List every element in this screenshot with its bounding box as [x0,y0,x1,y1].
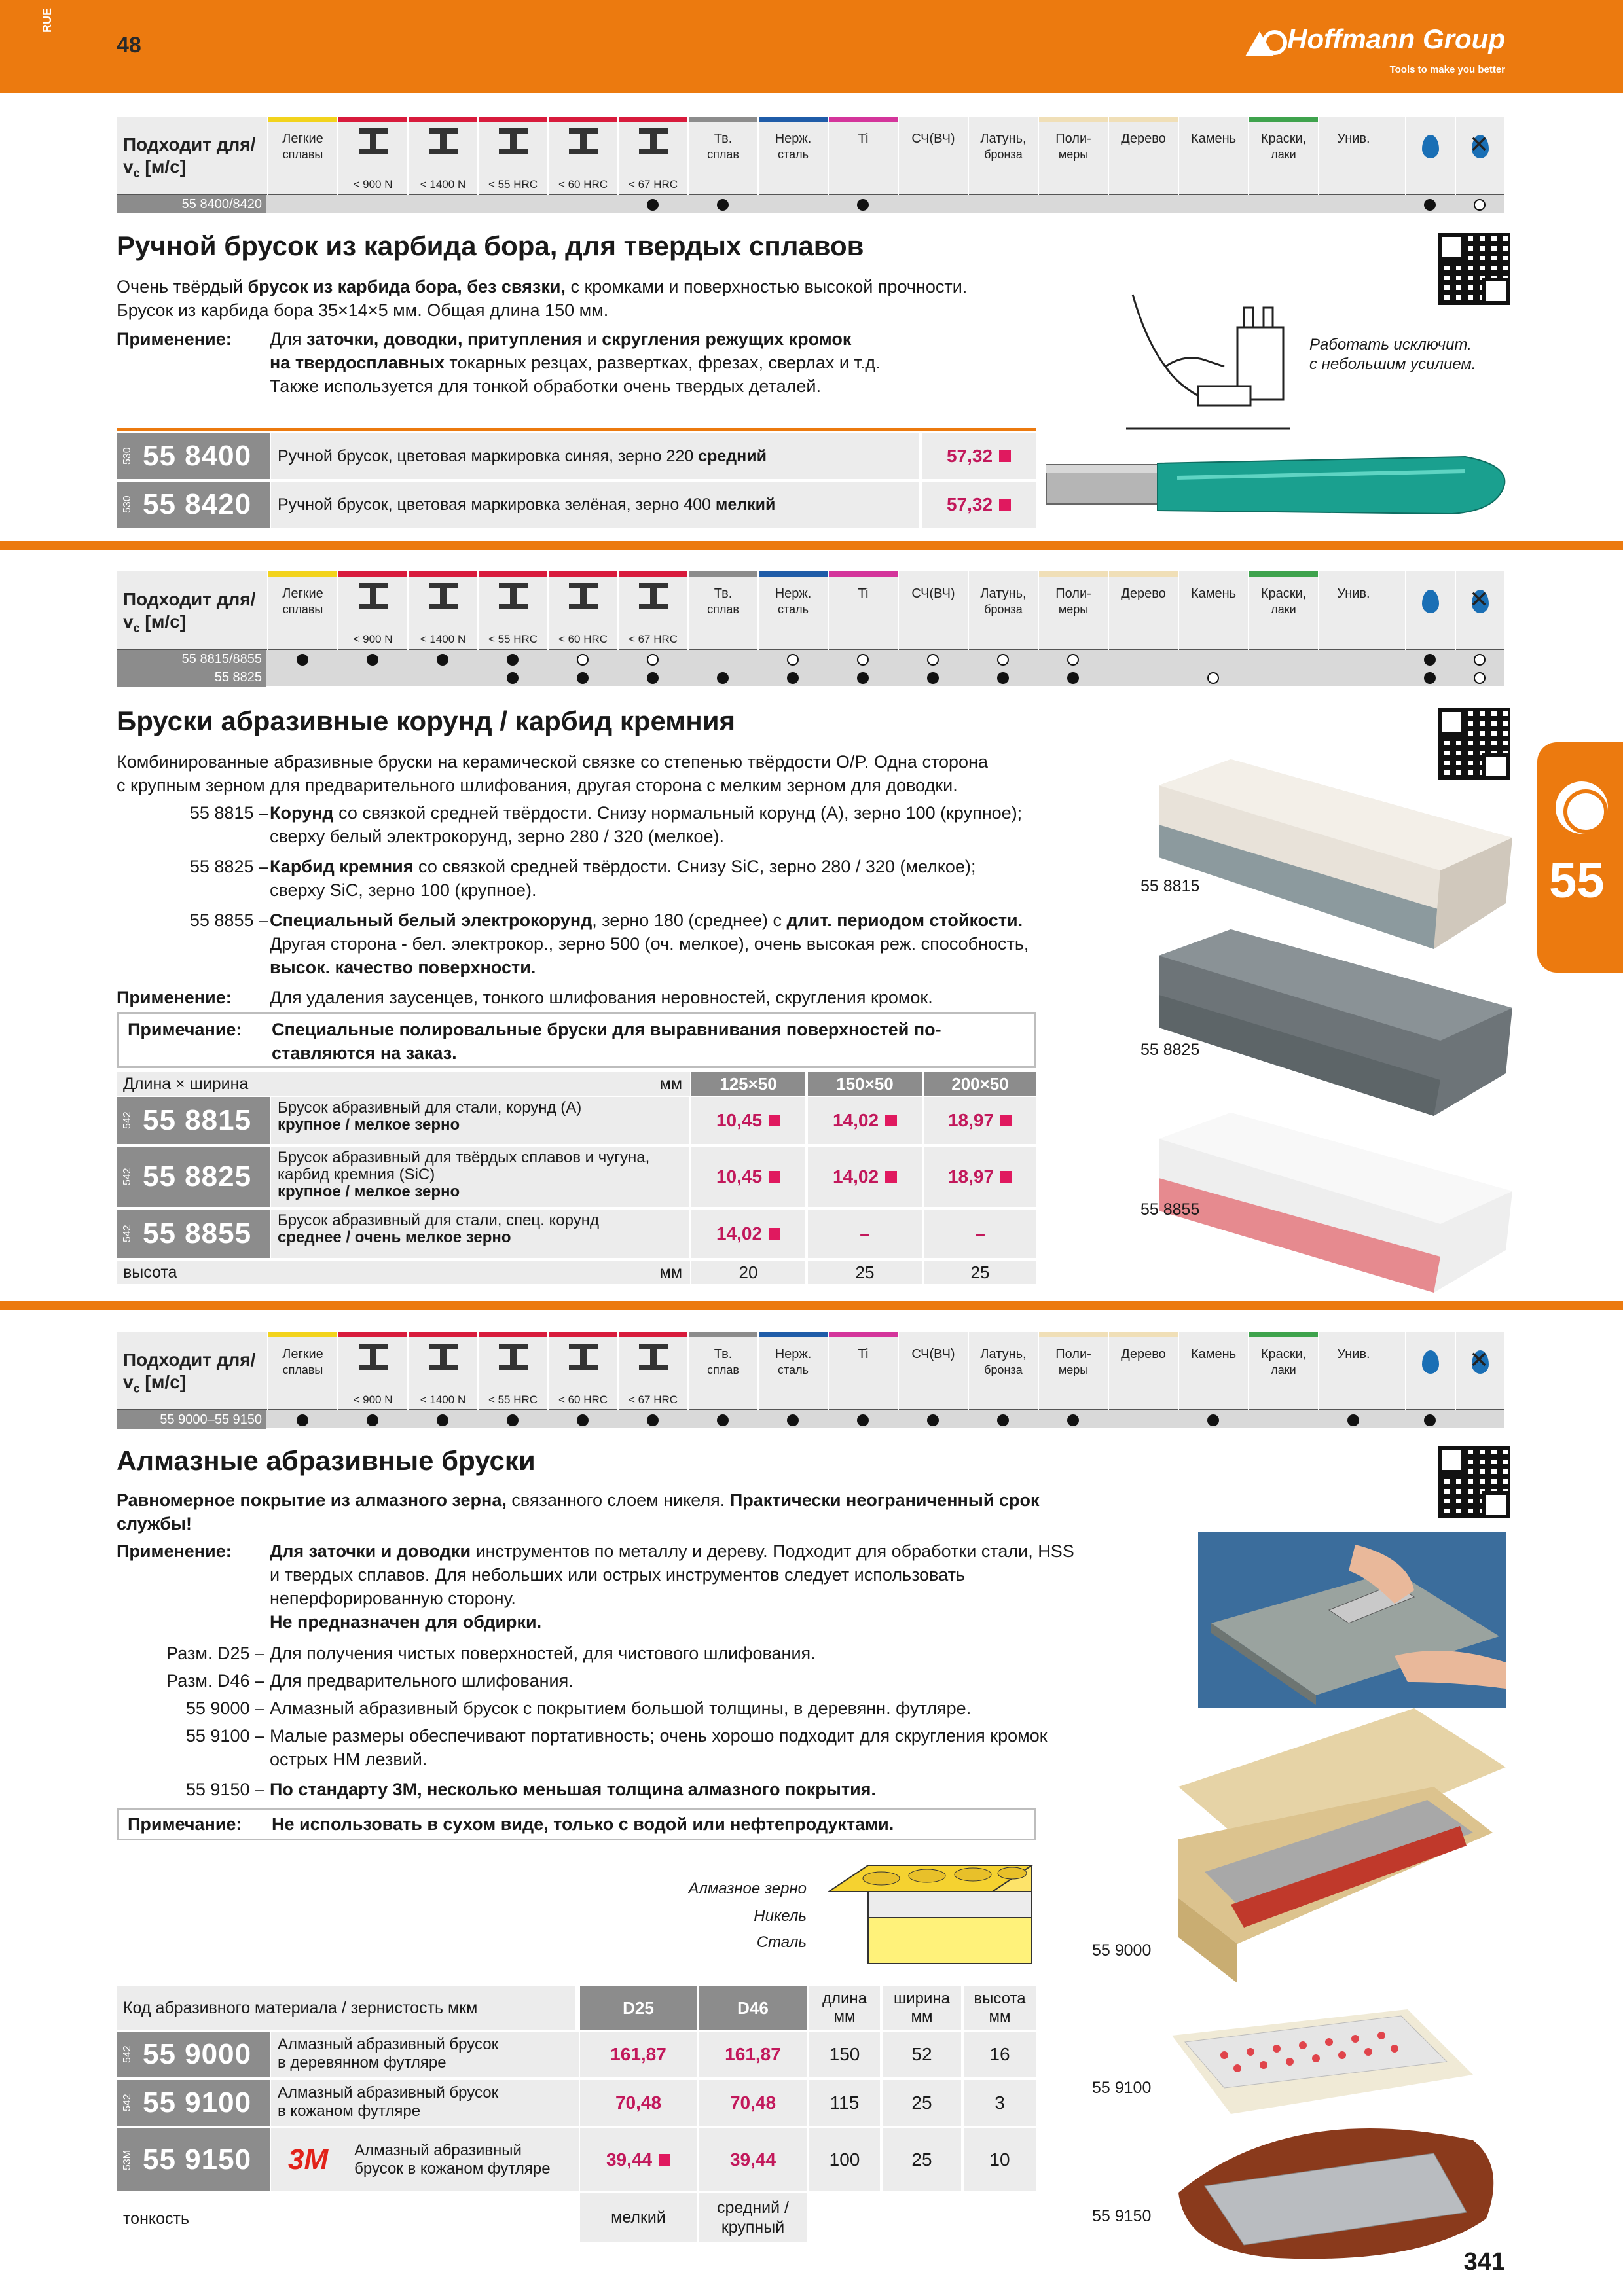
suitability-col-polymer: Поли- меры [1038,1332,1108,1410]
suitability-col-brass: Латунь, бронза [968,1332,1038,1410]
price: 14,02 [691,1210,805,1258]
qr-code-icon[interactable] [1438,1446,1510,1518]
price-d46: 70,48 [699,2080,807,2126]
image-label: 55 9000 [1092,1941,1152,1960]
price: – [924,1210,1036,1258]
price: 57,32 [922,482,1036,528]
fineness-label: тонкость [123,2210,189,2228]
product-desc: Ручной брусок, цветовая маркировка зелёная, зерно 400 мелкий [271,482,919,528]
fineness-d46: средний / крупный [699,2193,807,2242]
suitable-dot [787,1414,799,1426]
suitability-col-wood: Дерево [1108,1332,1178,1410]
width-value: 25 [883,2128,961,2191]
product-desc: Алмазный абразивный брусок в кожаном футляре [271,2080,579,2126]
ibeam-icon [355,128,392,154]
suitability-col-hrc55: < 55 HRC [477,117,547,195]
suitability-col-light: Легкие сплавы [267,1332,337,1410]
section-divider [0,541,1623,550]
suitability-row [117,668,1504,687]
suitability-col-drop [1405,571,1455,650]
article-number[interactable]: 542 55 8815 [117,1097,270,1144]
suitable-partly-dot [1474,199,1486,211]
net-price-marker-icon [885,1171,897,1183]
ibeam-icon [425,1344,462,1370]
table-rule [117,428,1036,431]
suitable-partly-dot [1474,654,1486,666]
suitability-col-stainless: Нерж. сталь [757,117,828,195]
suitable-dot [1424,1414,1436,1426]
height-value: 10 [964,2128,1036,2191]
diamond-stone-9150-photo [1159,2114,1506,2265]
suitability-title: Подходит для/ $v_c$ [м/с] [123,589,256,635]
item-code: 55 9150 – [185,1780,264,1799]
suitability-col-hrc60: < 60 HRC [547,571,617,650]
suitability-row [117,195,1504,213]
suitability-col-light: Легкие сплавы [267,117,337,195]
suitability-row-code: 55 8825 [117,668,266,687]
item-desc: Карбид кремния со связкой средней твёрдости. Снизу SiC, зерно 280 / 320 (мелкое); сверху SiC, зерно 100 (крупное). [270,857,976,900]
section3-note: Примечание: Не использовать в сухом виде, только с водой или нефтепродуктами. [117,1808,1036,1840]
suitability-table-3 [117,1332,1504,1429]
suitability-col-cast: СЧ(ВЧ) [898,571,968,650]
ibeam-icon [425,583,462,609]
suitability-col-hrc60: < 60 HRC [547,1332,617,1410]
suitability-title: Подходит для/ $v_c$ [м/с] [123,1350,256,1395]
section1-description: Очень твёрдый брусок из карбида бора, без связки, с кромками и поверхностью высокой прочности. Брусок из карбида бора 35×14×5 мм. Общая длина 150 мм. [117,277,968,320]
product-row[interactable] [117,2080,1036,2126]
suitability-col-steel900: < 900 N [337,1332,407,1410]
suitability-col-stainless: Нерж. сталь [757,571,828,650]
price-d46: 39,44 [699,2128,807,2191]
price-d25: 70,48 [580,2080,697,2126]
suitable-partly-dot [1474,672,1486,684]
suitable-partly-dot [927,654,939,666]
suitability-col-hrc55: < 55 HRC [477,571,547,650]
suitability-col-ti: Ti [828,1332,898,1410]
ibeam-icon [565,128,602,154]
suitable-partly-dot [997,654,1009,666]
suitability-col-universal: Унив. [1318,1332,1388,1410]
item-desc: Малые размеры обеспечивают портативность; очень хорошо подходит для скругления кромок острых HM лезвий. [270,1726,1048,1769]
suitability-col-paint: Краски, лаки [1248,571,1318,650]
suitability-col-nodrop [1455,571,1504,650]
suitability-col-paint: Краски, лаки [1248,117,1318,195]
height-row: высота мм [117,1261,690,1284]
suitable-partly-dot [787,654,799,666]
top-bar [0,0,1623,93]
article-number[interactable]: 53M 55 9150 [117,2128,270,2191]
suitability-col-hard: Тв. сплав [687,117,757,195]
fineness-d25: мелкий [580,2193,697,2242]
suitability-col-hrc67: < 67 HRC [617,1332,687,1410]
size-header: 125×50 [691,1072,805,1096]
suitable-dot [787,672,799,684]
article-number[interactable]: 542 55 9100 [117,2080,270,2126]
suitability-col-hrc55: < 55 HRC [477,1332,547,1410]
price: – [808,1210,922,1258]
product-row[interactable] [117,1210,1036,1258]
stone-image-8825 [1152,929,1519,1119]
price-d25: 39,44 [580,2128,697,2191]
hand-stone-image [1046,452,1511,530]
item-desc: Для получения чистых поверхностей, для чистового шлифования. [270,1643,816,1663]
item-desc: Алмазный абразивный брусок с покрытием большой толщины, в деревянн. футляре. [270,1698,972,1718]
suitability-col-ti: Ti [828,117,898,195]
ibeam-icon [425,128,462,154]
ibeam-icon [565,1344,602,1370]
suitable-dot [437,654,448,666]
price: 18,97 [924,1097,1036,1144]
suitable-dot [1067,1414,1079,1426]
ibeam-icon [355,1344,392,1370]
dim-header: Длина × ширина мм [117,1072,690,1096]
product-row[interactable] [117,482,1036,528]
suitability-title: Подходит для/ $v_c$ [м/с] [123,134,256,180]
product-desc: Ручной брусок, цветовая маркировка синяя, зерно 220 средний [271,433,919,479]
suitability-header [117,571,1504,650]
suitability-col-ti: Ti [828,571,898,650]
item-code: 55 8855 – [189,910,268,930]
page-number: 341 [1463,2248,1505,2276]
price-d25: 161,87 [580,2032,697,2077]
image-label: 55 8815 [1140,877,1200,895]
suitability-col-steel1400: < 1400 N [407,117,477,195]
illustration-caption: Работать исключит. с небольшим усилием. [1309,336,1476,373]
height-value: 16 [964,2032,1036,2077]
suitable-dot [1207,1414,1219,1426]
drop-icon [1422,590,1439,613]
suitable-dot [1347,1414,1359,1426]
section3-title: Алмазные абразивные бруски [117,1445,536,1476]
suitable-dot [1424,654,1436,666]
ibeam-icon [565,583,602,609]
width-value: 52 [883,2032,961,2077]
suitable-dot [857,199,869,211]
drop-crossed-icon [1472,1350,1489,1374]
suitability-col-nodrop [1455,117,1504,195]
suitability-col-wood: Дерево [1108,117,1178,195]
drop-crossed-icon [1472,135,1489,158]
layer-label: Никель [754,1907,807,1925]
cutting-disc-icon [1556,781,1608,834]
suitability-col-steel900: < 900 N [337,571,407,650]
section2-description: Комбинированные абразивные бруски на керамической связке со степенью твёрдости O/P. Одна сторона с крупным зерном для предварительного шлифования, другая сторона с мелким зерном для доводки. [117,752,988,795]
net-price-marker-icon [769,1171,780,1183]
suitable-dot [577,672,589,684]
suitability-col-stone: Камень [1178,117,1248,195]
suitable-dot [927,672,939,684]
suitable-dot [647,672,659,684]
length-value: 100 [809,2128,880,2191]
item-code: 55 9100 – [185,1726,264,1746]
net-price-marker-icon [659,2154,670,2166]
suitable-dot [1424,672,1436,684]
suitability-row [117,1410,1504,1429]
suitable-partly-dot [1067,654,1079,666]
layer-diagram [809,1852,1038,1970]
suitable-dot [437,1414,448,1426]
net-price-marker-icon [1000,1171,1012,1183]
height-value: 3 [964,2080,1036,2126]
image-label: 55 8855 [1140,1200,1200,1219]
diamond-stone-9100-photo [1159,1996,1499,2127]
qr-code-icon[interactable] [1438,233,1510,305]
suitable-dot [647,1414,659,1426]
ibeam-icon [635,1344,672,1370]
suitable-partly-dot [1207,672,1219,684]
suitability-col-polymer: Поли- меры [1038,117,1108,195]
item-code: Разм. D46 – [166,1671,264,1691]
net-price-marker-icon [1000,1115,1012,1126]
suitability-col-cast: СЧ(ВЧ) [898,1332,968,1410]
article-number[interactable]: 542 55 8825 [117,1147,270,1207]
section1-title: Ручной брусок из карбида бора, для твердых сплавов [117,230,864,261]
suitability-col-hard: Тв. сплав [687,571,757,650]
suitability-col-universal: Унив. [1318,117,1388,195]
item-desc: Специальный белый электрокорунд, зерно 180 (среднее) с длит. периодом стойкости. Другая сторона - бел. электрокор., зерно 500 (оч. мелкое), очень высокая реж. способность, высок. качество поверхности. [270,910,1029,977]
suitable-partly-dot [857,654,869,666]
height-header: высота мм [964,1986,1036,2030]
price: 10,45 [691,1097,805,1144]
drop-icon [1422,1350,1439,1374]
suitability-row-code: 55 8400/8420 [117,195,266,213]
ibeam-icon [635,583,672,609]
ibeam-icon [635,128,672,154]
product-row[interactable] [117,2128,1036,2191]
net-price-marker-icon [769,1115,780,1126]
item-desc: Для предварительного шлифования. [270,1671,574,1691]
suitable-dot [367,654,378,666]
product-row[interactable] [117,1097,1036,1144]
price: 14,02 [808,1147,922,1207]
net-price-marker-icon [769,1228,780,1240]
suitable-dot [717,199,729,211]
section-divider [0,1301,1623,1310]
stone-image-8815 [1152,759,1519,956]
item-code: 55 8815 – [189,803,268,823]
suitability-col-paint: Краски, лаки [1248,1332,1318,1410]
section2-application-label: Применение: [117,988,232,1007]
language-code: RUE [41,7,54,33]
section1-application-text: Для заточки, доводки, притупления и скругления режущих кромок на твердосплавных токарных резцах, развертках, фрезах, сверлах и т.д. Также используется для тонкой обработки очень твердых деталей. [270,329,881,396]
suitable-dot [927,1414,939,1426]
suitability-row-code: 55 8815/8855 [117,650,266,668]
suitable-dot [997,672,1009,684]
suitable-dot [297,654,308,666]
section1-application-label: Применение: [117,329,232,349]
suitability-col-steel1400: < 1400 N [407,1332,477,1410]
article-number[interactable]: 542 55 8855 [117,1210,270,1258]
layer-label: Алмазное зерно [688,1880,807,1897]
suitability-col-stone: Камень [1178,571,1248,650]
suitable-dot [997,1414,1009,1426]
section3-description: Равномерное покрытие из алмазного зерна, связанного слоем никеля. Практически неограниченный срок службы! [117,1490,1040,1534]
suitability-col-nodrop [1455,1332,1504,1410]
product-row[interactable] [117,2032,1036,2077]
suitable-dot [717,672,729,684]
height-value: 25 [808,1261,922,1284]
length-header: длина мм [809,1986,880,2030]
suitability-col-steel900: < 900 N [337,117,407,195]
suitability-col-brass: Латунь, бронза [968,571,1038,650]
suitable-dot [857,672,869,684]
suitable-dot [647,199,659,211]
suitable-dot [367,1414,378,1426]
suitability-col-hrc67: < 67 HRC [617,117,687,195]
suitability-col-drop [1405,117,1455,195]
brand-logo: Hoffmann Group Tools to make you better [1245,24,1505,56]
suitable-dot [857,1414,869,1426]
article-number[interactable]: 542 55 9000 [117,2032,270,2077]
suitability-col-hrc67: < 67 HRC [617,571,687,650]
suitable-dot [717,1414,729,1426]
item-code: Разм. D25 – [166,1643,264,1663]
suitability-table-1 [117,117,1504,213]
image-label: 55 8825 [1140,1041,1200,1059]
item-code: 55 8825 – [189,857,268,876]
suitability-col-steel1400: < 1400 N [407,571,477,650]
suitable-dot [1424,199,1436,211]
chapter-tab[interactable] [1537,742,1623,973]
net-price-marker-icon [999,450,1011,462]
ibeam-icon [495,1344,532,1370]
drop-crossed-icon [1472,590,1489,613]
height-value: 20 [691,1261,805,1284]
length-value: 115 [809,2080,880,2126]
net-price-marker-icon [885,1115,897,1126]
ibeam-icon [495,128,532,154]
chapter-number: 55 [1549,853,1605,908]
section3-application-text: Для заточки и доводки инструментов по металлу и дереву. Подходит для обработки стали, HSS и твердых сплавов. Для небольших или острых инструментов следует использовать неперфорированную сторону. Не предназначен для обдирки. [270,1541,1074,1632]
ibeam-icon [495,583,532,609]
size-header: 200×50 [924,1072,1036,1096]
price-d46: 161,87 [699,2032,807,2077]
suitable-dot [297,1414,308,1426]
suitability-row [117,650,1504,668]
product-desc: 3M Алмазный абразивный брусок в кожаном футляре [271,2128,579,2191]
article-number[interactable]: 530 55 8400 [117,433,270,479]
suitability-col-universal: Унив. [1318,571,1388,650]
suitability-col-drop [1405,1332,1455,1410]
suitability-col-wood: Дерево [1108,571,1178,650]
price: 10,45 [691,1147,805,1207]
width-header: ширина мм [883,1986,961,2030]
section3-application-label: Применение: [117,1541,232,1561]
suitability-col-light: Легкие сплавы [267,571,337,650]
price: 18,97 [924,1147,1036,1207]
section2-title: Бруски абразивные корунд / карбид кремния [117,706,736,736]
suitable-dot [507,672,519,684]
3m-logo: 3M [288,2144,329,2176]
suitable-partly-dot [577,654,589,666]
product-desc: Алмазный абразивный брусок в деревянном футляре [271,2032,579,2077]
suitability-col-hard: Тв. сплав [687,1332,757,1410]
size-header: 150×50 [808,1072,922,1096]
suitability-header [117,1332,1504,1410]
product-desc: Брусок абразивный для стали, спец. корунд среднее / очень мелкое зерно [271,1210,689,1258]
image-label: 55 9150 [1092,2207,1152,2225]
suitability-table-2 [117,571,1504,687]
suitable-dot [507,1414,519,1426]
product-desc: Брусок абразивный для твёрдых сплавов и чугуна, карбид кремния (SiC) крупное / мелкое зерно [271,1147,689,1207]
section2-note: Примечание: Специальные полировальные бруски для выравнивания поверхностей по- ставляются на заказ. [117,1012,1036,1068]
stone-image-8855 [1152,1113,1519,1296]
suitable-partly-dot [647,654,659,666]
height-value: 25 [924,1261,1036,1284]
section2-application-text: Для удаления заусенцев, тонкого шлифования неровностей, скругления кромок. [270,988,933,1007]
suitability-col-stone: Камень [1178,1332,1248,1410]
price: 57,32 [922,433,1036,479]
item-code: 55 9000 – [185,1698,264,1718]
suitability-row-code: 55 9000–55 9150 [117,1410,266,1429]
drop-icon [1422,135,1439,158]
catalog-page-ref: 48 [117,33,141,58]
suitable-dot [507,654,519,666]
suitability-col-hrc60: < 60 HRC [547,117,617,195]
suitable-dot [1067,672,1079,684]
suitable-dot [577,1414,589,1426]
suitability-col-stainless: Нерж. сталь [757,1332,828,1410]
item-desc: По стандарту 3М, несколько меньшая толщина алмазного покрытия. [270,1780,876,1799]
product-desc: Брусок абразивный для стали, корунд (A) крупное / мелкое зерно [271,1097,689,1144]
suitability-header [117,117,1504,195]
article-number[interactable]: 530 55 8420 [117,482,270,528]
ibeam-icon [355,583,392,609]
brand-tagline: Tools to make you better [1389,64,1505,75]
usage-illustration [1126,288,1296,432]
product-row[interactable] [117,433,1036,479]
grit-d46-header: D46 [699,1986,807,2030]
grit-d25-header: D25 [580,1986,697,2030]
suitability-col-brass: Латунь, бронза [968,117,1038,195]
width-value: 25 [883,2080,961,2126]
item-desc: Корунд со связкой средней твёрдости. Снизу нормальный корунд (A), зерно 100 (крупное); сверху белый электрокорунд, зерно 280 / 320 (мелкое). [270,803,1023,846]
net-price-marker-icon [999,499,1011,511]
product-row[interactable] [117,1147,1036,1207]
price: 14,02 [808,1097,922,1144]
suitability-col-cast: СЧ(ВЧ) [898,117,968,195]
image-label: 55 9100 [1092,2079,1152,2097]
suitability-col-polymer: Поли- меры [1038,571,1108,650]
hoffmann-logo-icon [1245,26,1282,56]
layer-label: Сталь [756,1933,807,1951]
table3-header: Код абразивного материала / зернистость мкм [117,1986,575,2030]
length-value: 150 [809,2032,880,2077]
diamond-stone-usage-photo [1198,1532,1506,1708]
diamond-stone-9000-photo [1152,1708,1506,2036]
